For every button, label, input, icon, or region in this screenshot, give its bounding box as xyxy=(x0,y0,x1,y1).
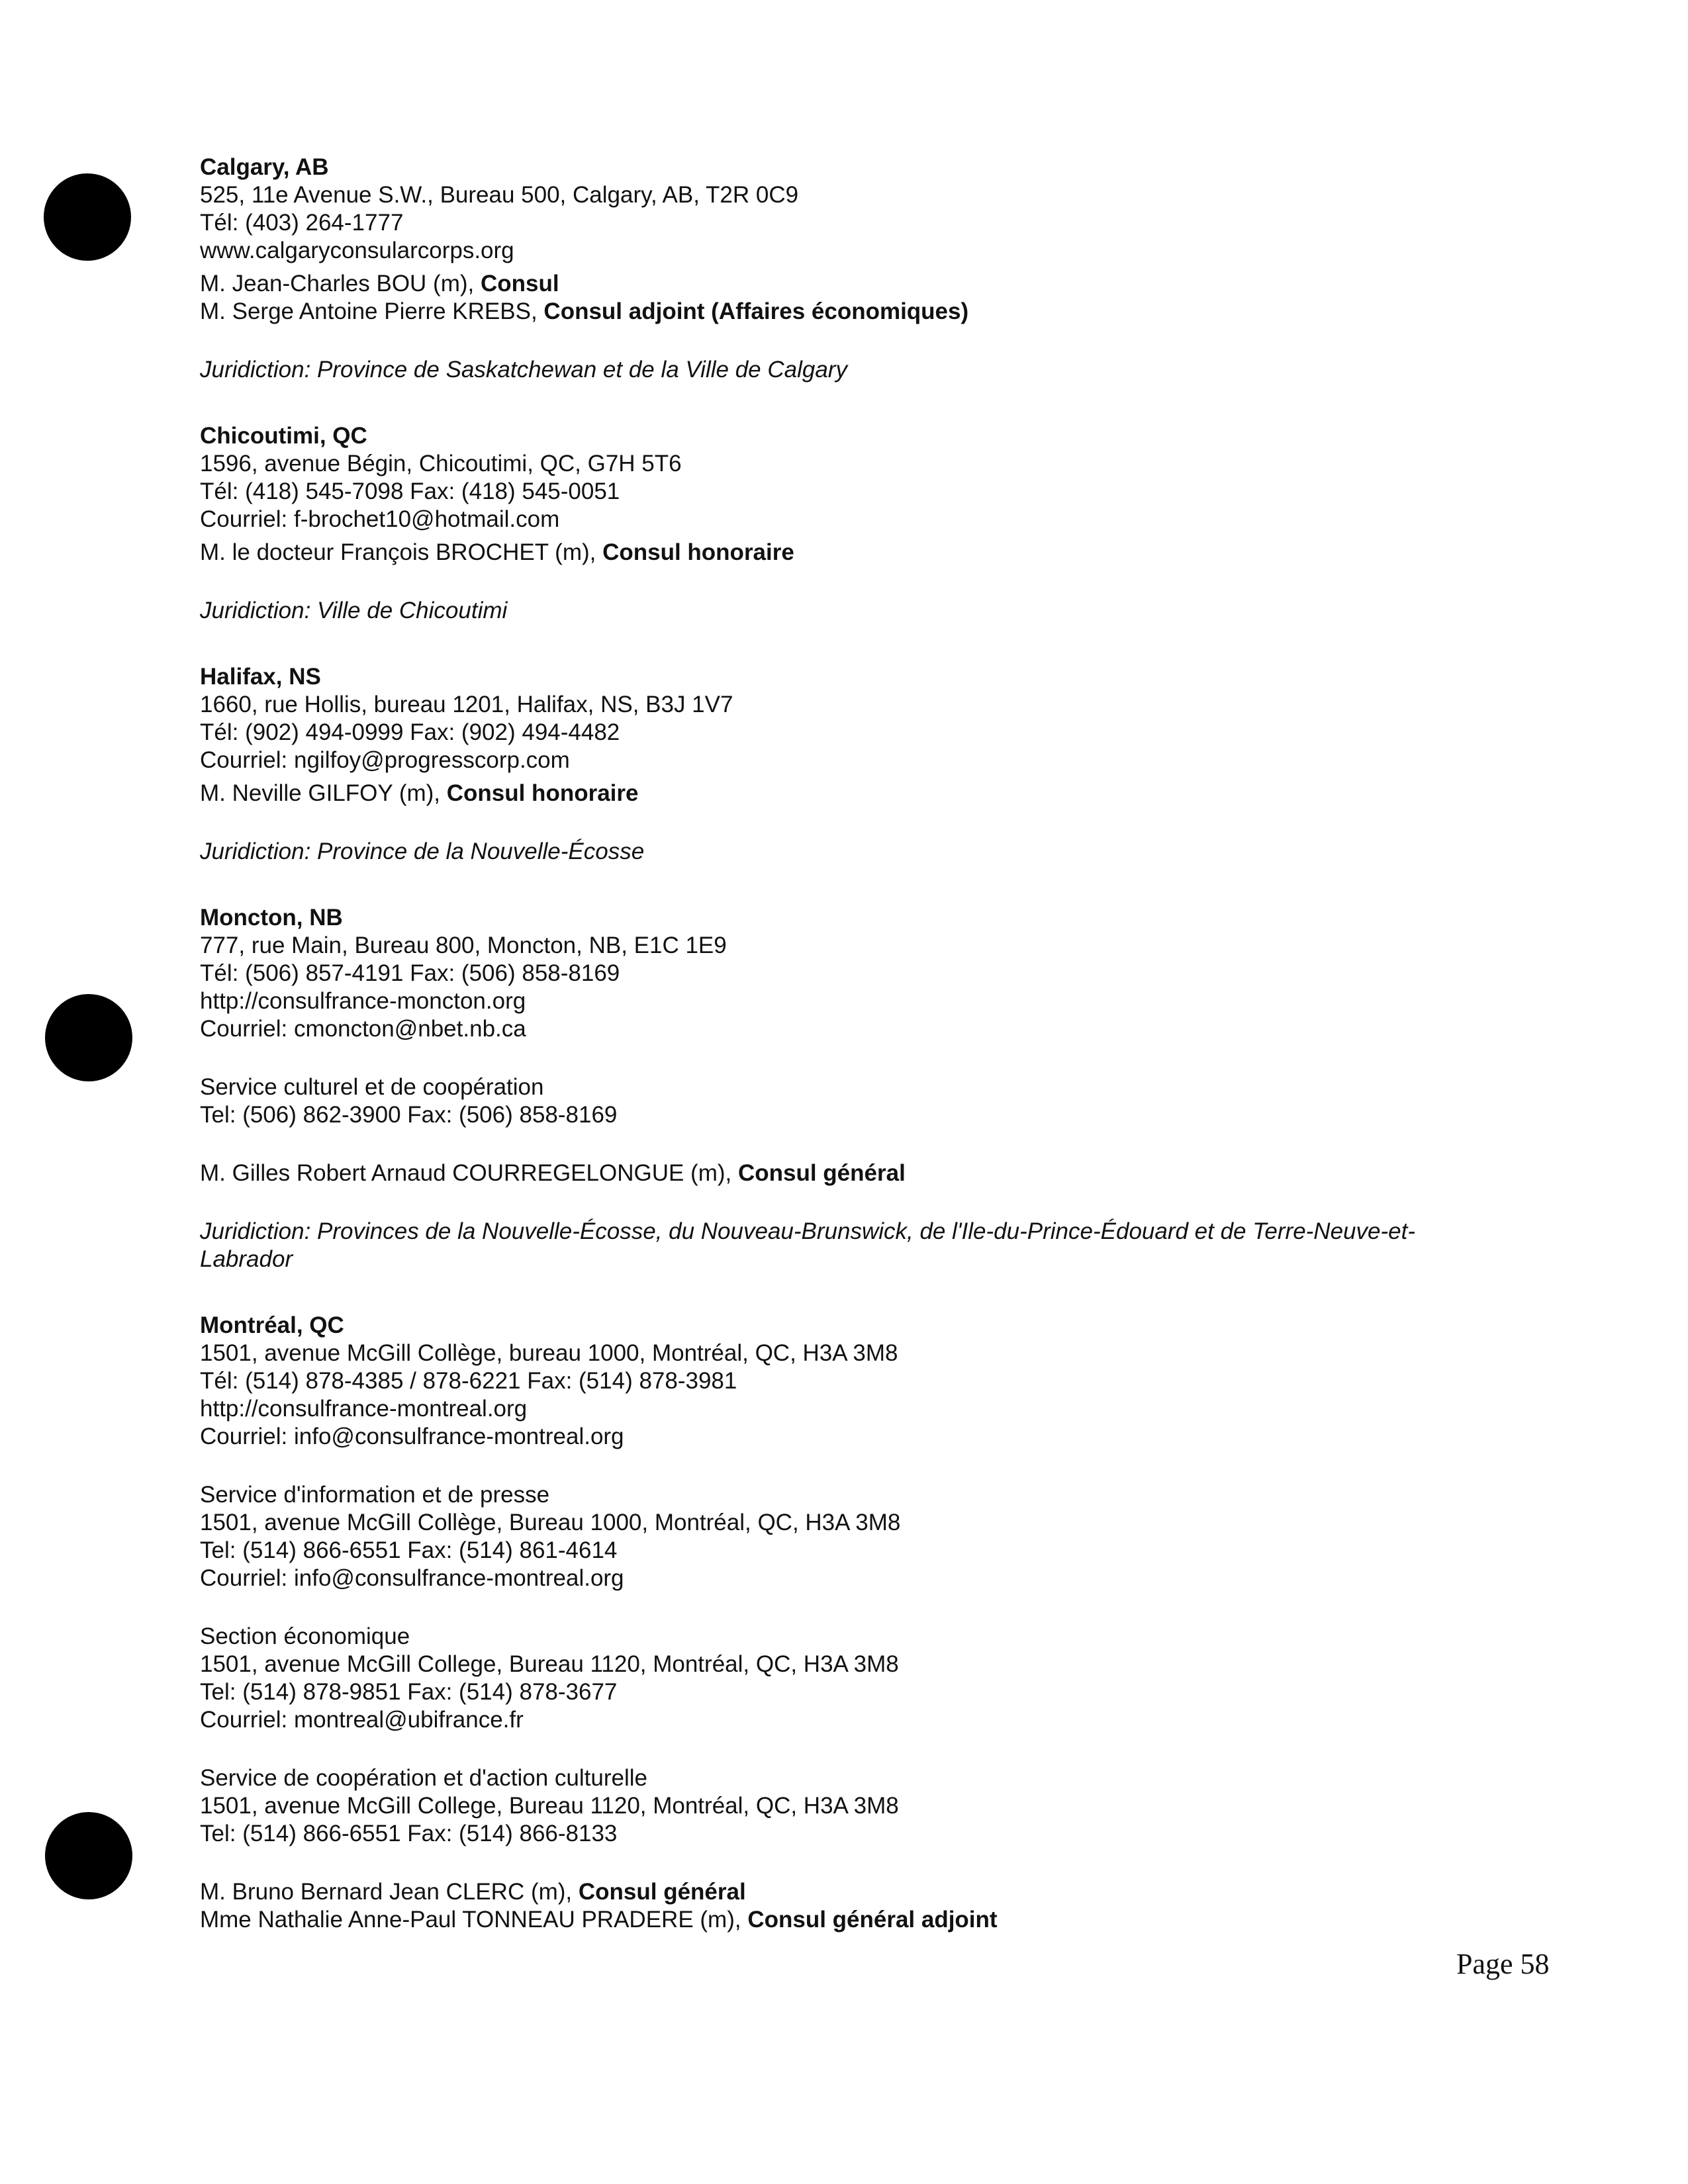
service-phone: Tel: (506) 862-3900 Fax: (506) 858-8169 xyxy=(200,1102,618,1128)
jurisdiction xyxy=(200,1218,1524,1246)
office-calgary xyxy=(200,154,1524,384)
staff-name: M. Gilles Robert Arnaud COURREGELONGUE (m), xyxy=(200,1160,738,1186)
office-phone: Tél: (403) 264-1777 xyxy=(200,210,404,236)
staff-name: Mme Nathalie Anne-Paul TONNEAU PRADERE (m), xyxy=(200,1907,748,1933)
office-address: 1596, avenue Bégin, Chicoutimi, QC, G7H 5T6 xyxy=(200,451,682,477)
office-address: 1501, avenue McGill Collège, bureau 1000, Montréal, QC, H3A 3M8 xyxy=(200,1340,898,1366)
office-email: Courriel: info@consulfrance-montreal.org xyxy=(200,1424,624,1449)
jurisdiction-text: Ville de Chicoutimi xyxy=(310,598,508,623)
jurisdiction-label: Juridiction: xyxy=(200,839,311,864)
office-heading: Chicoutimi, QC xyxy=(200,423,367,449)
office-moncton xyxy=(200,904,1524,1273)
office-halifax xyxy=(200,663,1524,866)
jurisdiction-label: Juridiction: xyxy=(200,1218,311,1244)
jurisdiction xyxy=(200,356,1524,384)
punch-hole-top xyxy=(44,173,131,261)
jurisdiction-continuation: Labrador xyxy=(200,1246,293,1272)
punch-hole-middle xyxy=(45,994,132,1081)
jurisdiction-label: Juridiction: xyxy=(200,598,311,623)
service-address: 1501, avenue McGill Collège, Bureau 1000, Montréal, QC, H3A 3M8 xyxy=(200,1510,901,1535)
office-address: 777, rue Main, Bureau 800, Moncton, NB, E1C 1E9 xyxy=(200,933,727,958)
service-cooperation xyxy=(200,1764,1524,1848)
office-address: 1660, rue Hollis, bureau 1201, Halifax, NS, B3J 1V7 xyxy=(200,692,733,717)
office-heading: Moncton, NB xyxy=(200,905,343,931)
staff-entry xyxy=(200,1878,1524,1906)
service-phone: Tel: (514) 878-9851 Fax: (514) 878-3677 xyxy=(200,1679,618,1705)
staff-entry xyxy=(200,539,1524,567)
office-phone: Tél: (418) 545-7098 Fax: (418) 545-0051 xyxy=(200,478,620,504)
jurisdiction xyxy=(200,597,1524,625)
staff-title: Consul général adjoint xyxy=(747,1907,998,1933)
staff-title: Consul honoraire xyxy=(602,539,794,565)
directory-content xyxy=(200,154,1524,1934)
jurisdiction-text: Province de Saskatchewan et de la Ville de Calgary xyxy=(310,357,847,383)
office-email: Courriel: cmoncton@nbet.nb.ca xyxy=(200,1016,526,1042)
service-phone: Tel: (514) 866-6551 Fax: (514) 866-8133 xyxy=(200,1821,618,1846)
staff-name: M. le docteur François BROCHET (m), xyxy=(200,539,603,565)
staff-name: M. Serge Antoine Pierre KREBS, xyxy=(200,298,544,324)
staff-entry xyxy=(200,270,1524,298)
office-heading: Calgary, AB xyxy=(200,154,329,180)
staff-title: Consul général xyxy=(578,1879,746,1905)
office-heading: Halifax, NS xyxy=(200,664,321,690)
office-website: www.calgaryconsularcorps.org xyxy=(200,238,514,263)
jurisdiction xyxy=(200,838,1524,866)
office-address: 525, 11e Avenue S.W., Bureau 500, Calgary, AB, T2R 0C9 xyxy=(200,182,799,208)
jurisdiction-text: Province de la Nouvelle-Écosse xyxy=(310,839,645,864)
service-name: Service de coopération et d'action culturelle xyxy=(200,1765,647,1791)
jurisdiction-text: Provinces de la Nouvelle-Écosse, du Nouveau-Brunswick, de l'Ile-du-Prince-Édouard et de Terre-Neuve-et- xyxy=(310,1218,1415,1244)
service-address: 1501, avenue McGill College, Bureau 1120, Montréal, QC, H3A 3M8 xyxy=(200,1793,899,1819)
service-economique xyxy=(200,1623,1524,1734)
jurisdiction-label: Juridiction: xyxy=(200,357,311,383)
staff-title: Consul adjoint (Affaires économiques) xyxy=(543,298,969,324)
office-email: Courriel: f-brochet10@hotmail.com xyxy=(200,506,560,532)
service-email: Courriel: montreal@ubifrance.fr xyxy=(200,1707,524,1733)
office-website: http://consulfrance-montreal.org xyxy=(200,1396,528,1422)
staff-entry xyxy=(200,1160,1524,1187)
service-name: Service culturel et de coopération xyxy=(200,1074,544,1100)
office-email: Courriel: ngilfoy@progresscorp.com xyxy=(200,747,570,773)
office-heading: Montréal, QC xyxy=(200,1312,344,1338)
staff-title: Consul général xyxy=(737,1160,906,1186)
page-number: Page 58 xyxy=(1456,1948,1550,1980)
office-chicoutimi xyxy=(200,422,1524,625)
service-email: Courriel: info@consulfrance-montreal.org xyxy=(200,1565,624,1591)
staff-entry xyxy=(200,780,1524,807)
staff-title: Consul xyxy=(480,271,559,296)
office-website: http://consulfrance-moncton.org xyxy=(200,988,526,1014)
office-phone: Tél: (506) 857-4191 Fax: (506) 858-8169 xyxy=(200,960,620,986)
office-phone: Tél: (902) 494-0999 Fax: (902) 494-4482 xyxy=(200,719,620,745)
staff-name: M. Neville GILFOY (m), xyxy=(200,780,447,806)
office-montreal xyxy=(200,1312,1524,1934)
office-phone: Tél: (514) 878-4385 / 878-6221 Fax: (514) 878-3981 xyxy=(200,1368,737,1394)
service-address: 1501, avenue McGill College, Bureau 1120, Montréal, QC, H3A 3M8 xyxy=(200,1651,899,1677)
staff-title: Consul honoraire xyxy=(446,780,639,806)
staff-name: M. Jean-Charles BOU (m), xyxy=(200,271,481,296)
staff-name: M. Bruno Bernard Jean CLERC (m), xyxy=(200,1879,579,1905)
punch-hole-bottom xyxy=(45,1812,132,1899)
service-info-presse xyxy=(200,1481,1524,1592)
service-phone: Tel: (514) 866-6551 Fax: (514) 861-4614 xyxy=(200,1537,618,1563)
service-name: Section économique xyxy=(200,1623,410,1649)
staff-entry xyxy=(200,298,1524,326)
service-name: Service d'information et de presse xyxy=(200,1482,550,1508)
staff-entry xyxy=(200,1906,1524,1934)
